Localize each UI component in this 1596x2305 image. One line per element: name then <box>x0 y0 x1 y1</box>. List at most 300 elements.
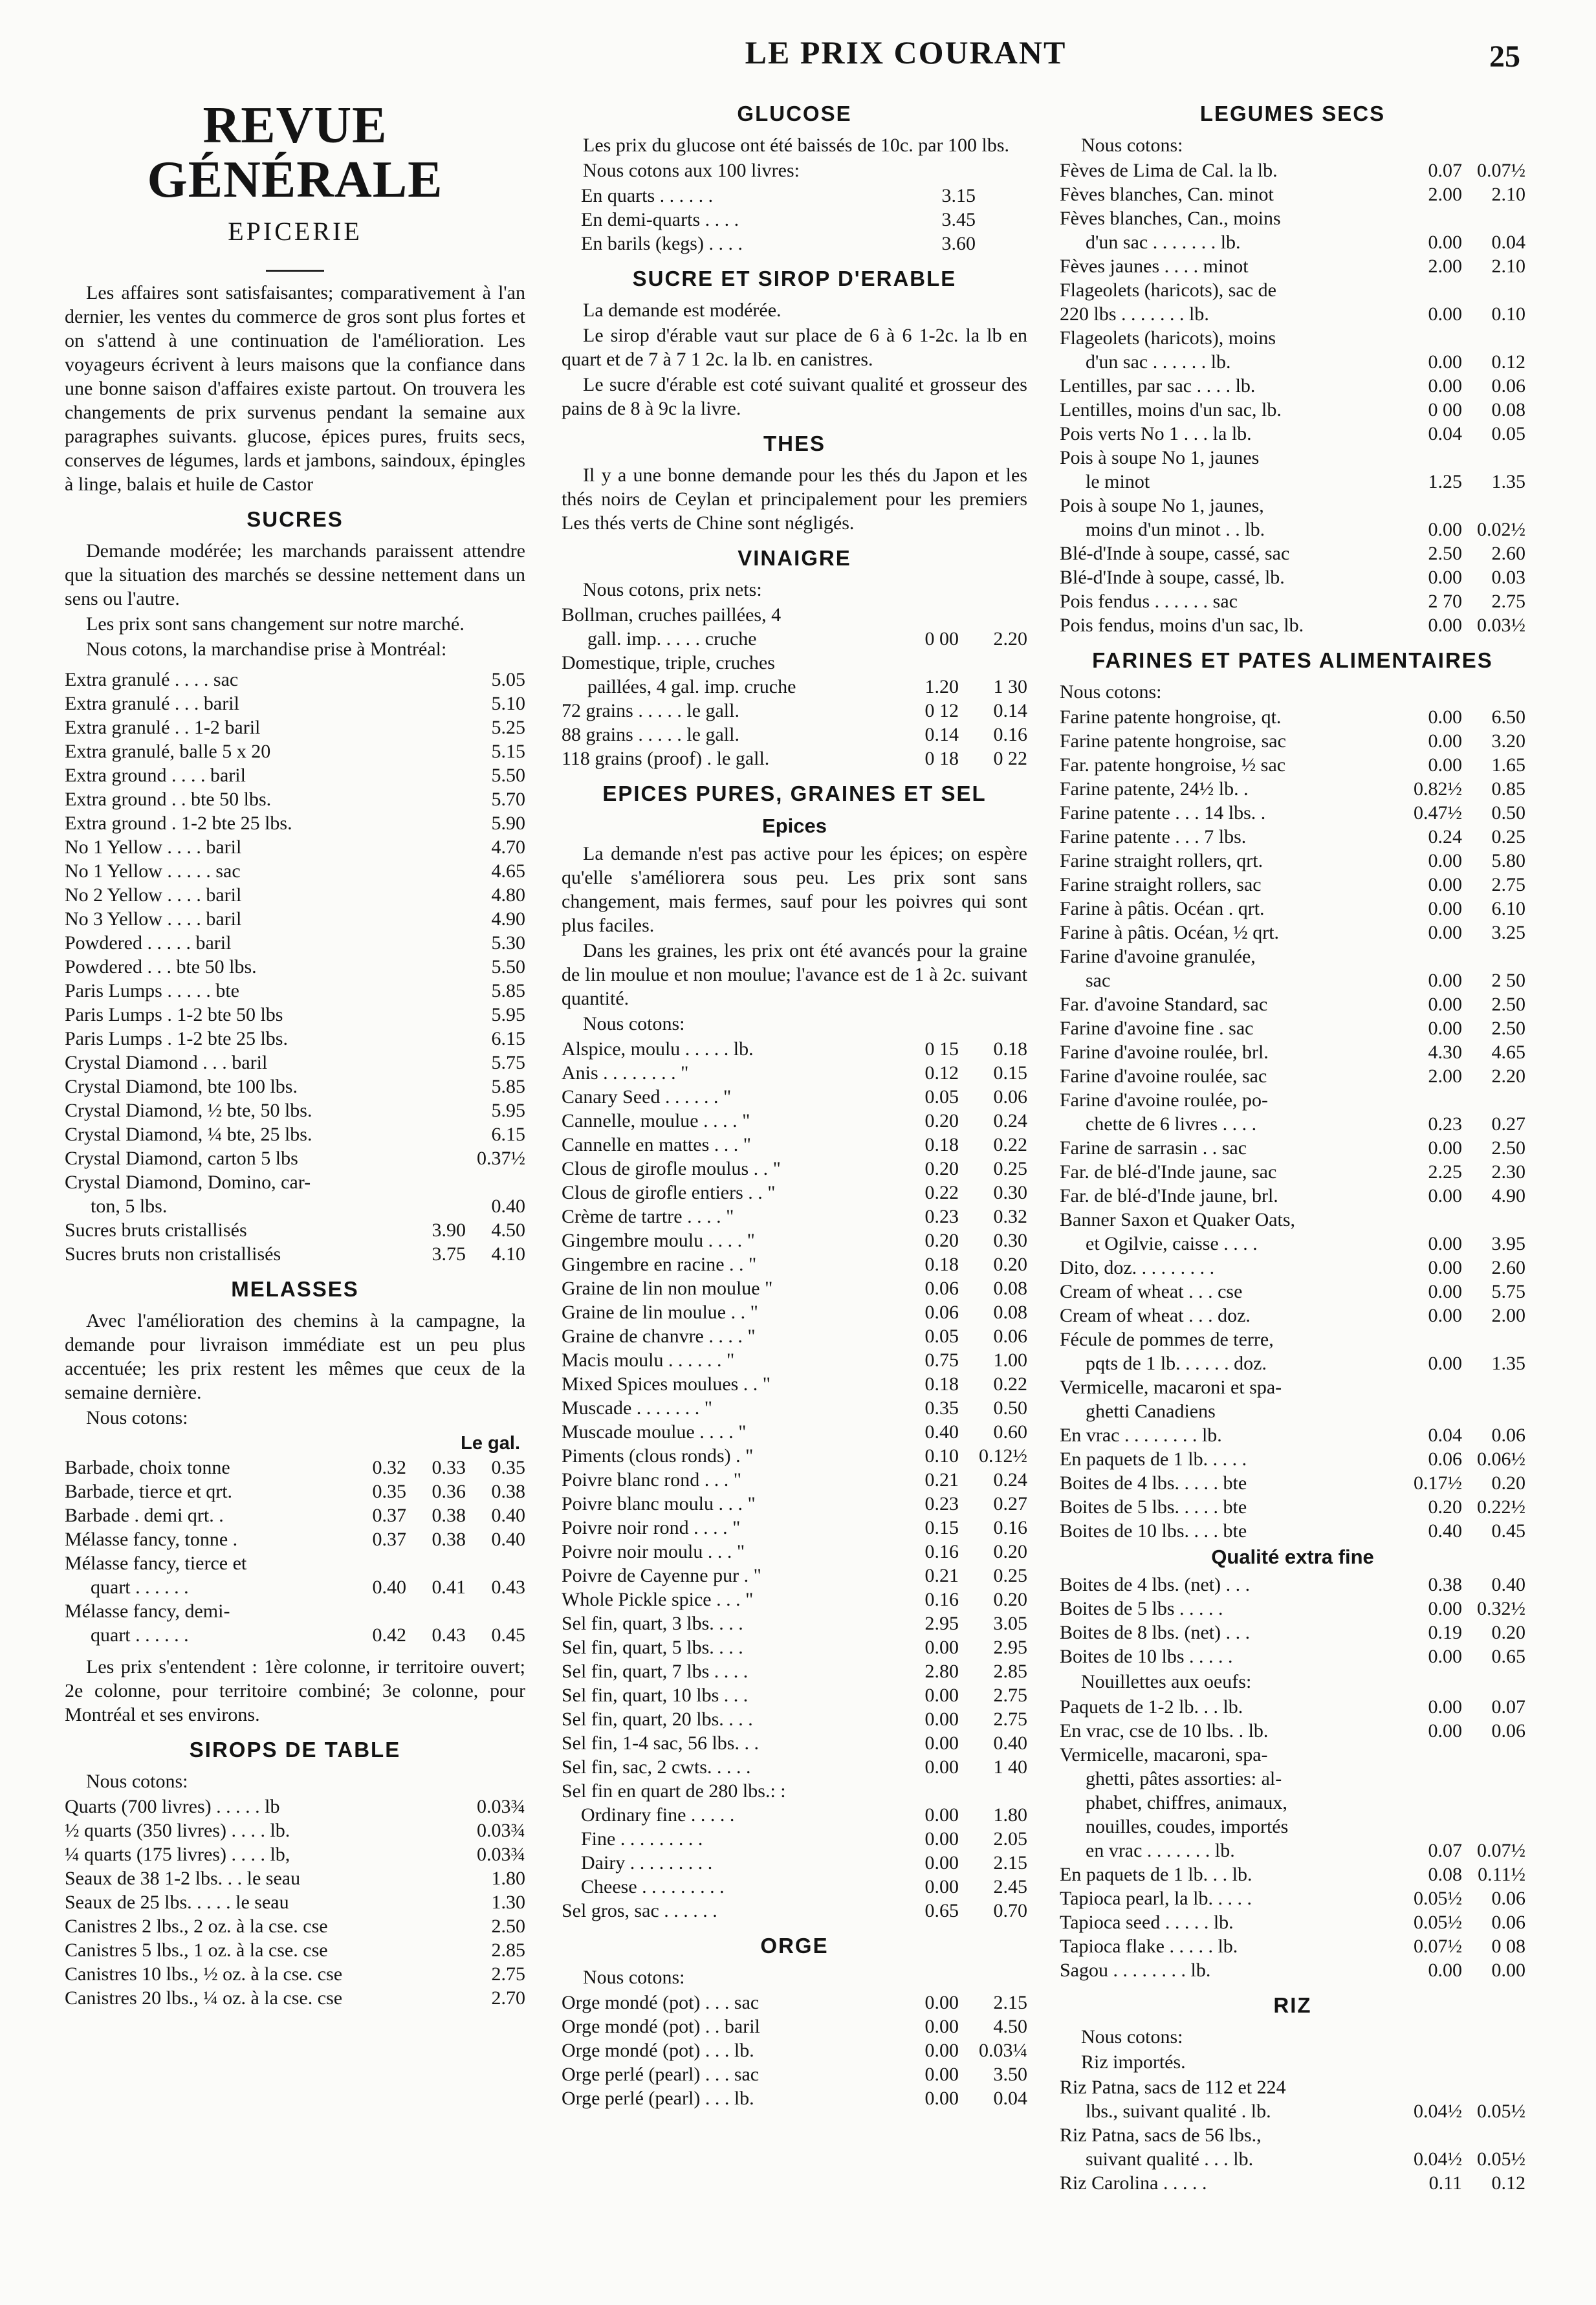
item-label: Orge perlé (pearl) . . . sac <box>562 2064 760 2085</box>
table-row <box>562 1420 1027 1444</box>
price-value: 2.20 <box>1491 1065 1525 1087</box>
price-value: 1.00 <box>993 1349 1027 1371</box>
price-table-sucres-bruts <box>65 1218 525 1266</box>
item-label: 88 grains . . . . . le gall. <box>562 724 739 745</box>
section-heading-vinaigre: VINAIGRE <box>738 546 851 570</box>
price-value: 0.00 <box>1428 706 1462 728</box>
price-table-sucres <box>65 668 525 1218</box>
table-row <box>65 1842 525 1866</box>
table-row <box>1060 1423 1525 1447</box>
price-value: 0.00 <box>1428 567 1462 588</box>
section-heading-thes: THES <box>763 432 825 455</box>
price-value: 0.70 <box>993 1900 1027 1921</box>
table-row <box>562 603 1027 627</box>
item-label: Tapioca seed . . . . . lb. <box>1060 1912 1234 1933</box>
price-value: 5.30 <box>491 932 525 954</box>
paragraph: Nous cotons: <box>583 1013 685 1034</box>
item-label: En vrac . . . . . . . . lb. <box>1060 1425 1222 1446</box>
item-label: Poivre noir moulu . . . " <box>562 1541 745 1562</box>
item-label: Sagou . . . . . . . . lb. <box>1060 1960 1211 1981</box>
table-row <box>562 1133 1027 1157</box>
item-label: Sucres bruts cristallisés <box>65 1219 247 1241</box>
table-row <box>65 1795 525 1819</box>
item-label: Lentilles, moins d'un sac, lb. <box>1060 399 1282 421</box>
paragraph: Le sirop d'érable vaut sur place de 6 à 6 1-2c. la lb en quart et de 7 à 7 1 2c. la lb. en canistres. <box>562 325 1027 370</box>
price-value: 5.10 <box>491 693 525 714</box>
table-row <box>1060 1351 1525 1375</box>
item-label: Fèves blanches, Can., moins <box>1060 208 1281 229</box>
item-label: Boites de 4 lbs. (net) . . . <box>1060 1574 1251 1595</box>
price-value: 0.40 <box>993 1732 1027 1754</box>
paragraph: Les prix sont sans changement sur notre marché. <box>86 613 465 635</box>
price-value: 0.20 <box>924 1230 959 1251</box>
price-value: 0.20 <box>1428 1496 1462 1518</box>
price-value: 0.05 <box>924 1086 959 1108</box>
price-value: 0.32 <box>993 1206 1027 1227</box>
item-label: Seaux de 25 lbs. . . . . le seau <box>65 1892 289 1913</box>
item-label: Clous de girofle entiers . . " <box>562 1182 776 1203</box>
table-row <box>1060 1695 1525 1719</box>
price-value: 0.06 <box>1491 1912 1525 1933</box>
price-value: 5.75 <box>1491 1281 1525 1302</box>
price-value: 0.11½ <box>1478 1864 1525 1885</box>
price-value: 1.35 <box>1491 471 1525 492</box>
price-value: 0 08 <box>1491 1936 1525 1957</box>
price-value: 0.16 <box>924 1541 959 1562</box>
table-row <box>1060 777 1525 801</box>
item-label: Tapioca pearl, la lb. . . . . <box>1060 1888 1252 1909</box>
price-value: 0.22 <box>993 1373 1027 1395</box>
item-label: 118 grains (proof) . le gall. <box>562 748 770 769</box>
item-label: Poivre blanc rond . . . " <box>562 1469 742 1491</box>
paragraph: Le sucre d'érable est coté suivant qualité et grosseur des pains de 8 à 9c la livre. <box>562 374 1027 419</box>
table-row <box>65 835 525 859</box>
price-value: 4.80 <box>491 884 525 906</box>
table-row <box>581 184 976 208</box>
item-label: Flageolets (haricots), moins <box>1060 327 1276 349</box>
price-value: 0.00 <box>924 2064 959 2085</box>
table-row <box>1060 2123 1525 2147</box>
price-value: 0.00 <box>1428 1233 1462 1254</box>
table-row <box>65 1075 525 1098</box>
item-label: Extra ground . . bte 50 lbs. <box>65 789 272 810</box>
item-label: Far. d'avoine Standard, sac <box>1060 994 1268 1015</box>
price-value: 3.20 <box>1491 730 1525 752</box>
price-value: 5.50 <box>491 765 525 786</box>
price-value: 0.07½ <box>1414 1936 1462 1957</box>
price-value: 0.32½ <box>1477 1598 1525 1619</box>
item-label: Fèves de Lima de Cal. la lb. <box>1060 160 1278 181</box>
price-value: 4.65 <box>491 860 525 882</box>
price-value: 0.37 <box>372 1529 406 1550</box>
item-label: Powdered . . . bte 50 lbs. <box>65 956 257 978</box>
price-value: 3.05 <box>993 1613 1027 1634</box>
price-value: 0.40 <box>372 1577 406 1598</box>
item-label: Vermicelle, macaroni et spa- <box>1060 1377 1282 1398</box>
price-table-sel <box>562 1803 1027 1899</box>
item-label: Banner Saxon et Quaker Oats, <box>1060 1209 1296 1230</box>
price-value: 0.00 <box>924 1756 959 1778</box>
item-label: Crystal Diamond, ½ bte, 50 lbs. <box>65 1100 312 1121</box>
item-label: En paquets de 1 lb. . . lb. <box>1060 1864 1252 1885</box>
price-value: 5.80 <box>1491 850 1525 871</box>
paragraph: Nous cotons aux 100 livres: <box>583 160 800 181</box>
table-row <box>65 1194 525 1218</box>
item-label: pqts de 1 lb. . . . . . doz. <box>1086 1353 1267 1374</box>
price-value: 0.20 <box>1491 1622 1525 1643</box>
item-label: Mélasse fancy, demi- <box>65 1600 230 1622</box>
paragraph: Avec l'amélioration des chemins à la campagne, la demande pour livraison immédiate est un peu plus accentuée; les prix restent les mêmes que ceux de la semaine dernière. <box>65 1310 525 1403</box>
item-label: Mélasse fancy, tierce et <box>65 1553 247 1574</box>
item-label: Boites de 8 lbs. (net) . . . <box>1060 1622 1251 1643</box>
item-label: quart . . . . . . <box>91 1624 189 1646</box>
item-label: No 3 Yellow . . . . baril <box>65 908 242 930</box>
table-row <box>562 675 1027 699</box>
price-value: 1.80 <box>491 1868 525 1889</box>
price-value: 5.95 <box>491 1004 525 1025</box>
table-row <box>65 1575 525 1599</box>
item-label: Crystal Diamond, Domino, car- <box>65 1172 311 1193</box>
price-value: 0.00 <box>1428 1257 1462 1278</box>
item-label: Far. de blé-d'Inde jaune, sac <box>1060 1161 1277 1183</box>
price-value: 5.25 <box>491 717 525 738</box>
price-value: 5.75 <box>491 1052 525 1073</box>
item-label: Farine à pâtis. Océan, ½ qrt. <box>1060 922 1280 943</box>
price-value: 0.35 <box>491 1457 525 1478</box>
table-row <box>1060 1112 1525 1136</box>
price-value: 5.90 <box>491 813 525 834</box>
price-value: 0.10 <box>924 1445 959 1467</box>
table-row <box>65 1527 525 1551</box>
price-value: 0.82½ <box>1414 778 1462 800</box>
item-label: paillées, 4 gal. imp. cruche <box>587 676 796 697</box>
table-row <box>1060 1767 1525 1791</box>
item-label: Bollman, cruches paillées, 4 <box>562 604 782 626</box>
item-label: Tapioca flake . . . . . lb. <box>1060 1936 1238 1957</box>
item-label: Farine patente hongroise, qt. <box>1060 706 1282 728</box>
table-row <box>65 1819 525 1842</box>
item-label: Riz Patna, sacs de 56 lbs., <box>1060 2125 1262 2146</box>
table-row <box>1060 1399 1525 1423</box>
price-value: 0.07 <box>1428 160 1462 181</box>
price-value: 2.75 <box>491 1963 525 1985</box>
item-label: chette de 6 livres . . . . <box>1086 1113 1257 1135</box>
paragraph: Les prix du glucose ont été baissés de 10c. par 100 lbs. <box>583 135 1010 156</box>
price-value: 0.36 <box>432 1481 466 1502</box>
paragraph: Nous cotons: <box>583 1967 685 1988</box>
item-label: Crystal Diamond . . . baril <box>65 1052 268 1073</box>
item-label: Farine patente . . . 7 lbs. <box>1060 826 1247 847</box>
price-value: 0.27 <box>1491 1113 1525 1135</box>
item-label: quart . . . . . . <box>91 1577 189 1598</box>
price-value: 0.07½ <box>1477 1840 1525 1861</box>
price-value: 2.60 <box>1491 1257 1525 1278</box>
table-row <box>1060 968 1525 992</box>
table-row <box>1060 1447 1525 1471</box>
item-label: Gingembre en racine . . " <box>562 1254 757 1275</box>
price-value: 1.30 <box>491 1892 525 1913</box>
table-row <box>65 811 525 835</box>
price-value: 3.45 <box>941 209 976 230</box>
price-value: 4.65 <box>1491 1042 1525 1063</box>
table-row <box>562 1157 1027 1181</box>
intro-paragraph: Les affaires sont satisfaisantes; comparativement à l'an dernier, les ventes du commerce de gros sont plus fortes et on s'attend à une continuation de l'amélioration. Les voyageurs écrivent à leurs maisons que la confiance dans une bonne saison d'affaires existe partout. On trouvera les changements de prix survenus pendant la semaine aux paragraphes suivants. glucose, épices pures, fruits secs, conserves de légumes, lards et jambons, saindoux, épingles à linge, balais et huile de Castor <box>65 282 525 495</box>
item-label: Poivre noir rond . . . . " <box>562 1517 741 1538</box>
price-value: 0.85 <box>1491 778 1525 800</box>
item-label: Far. de blé-d'Inde jaune, brl. <box>1060 1185 1278 1207</box>
item-label: Mixed Spices moulues . . " <box>562 1373 771 1395</box>
price-value: 0.12½ <box>979 1445 1027 1467</box>
price-value: 0.25 <box>1491 826 1525 847</box>
price-value: 1 40 <box>993 1756 1027 1778</box>
table-row <box>1060 729 1525 753</box>
middle-column <box>562 91 1027 2110</box>
price-value: 0.06½ <box>1477 1448 1525 1470</box>
table-row <box>1060 705 1525 729</box>
section-heading-epices: EPICES PURES, GRAINES ET SEL <box>602 781 987 805</box>
item-label: Sel fin, sac, 2 cwts. . . . . <box>562 1756 751 1778</box>
table-row <box>65 1051 525 1075</box>
table-row <box>562 1611 1027 1635</box>
table-row <box>562 1229 1027 1252</box>
table-row <box>1060 1208 1525 1232</box>
price-value: 2.00 <box>1428 184 1462 205</box>
item-label: Fèves blanches, Can. minot <box>1060 184 1274 205</box>
item-label: Farine straight rollers, qrt. <box>1060 850 1263 871</box>
price-value: 0.00 <box>1428 874 1462 895</box>
paragraph: Riz importés. <box>1081 2051 1186 2073</box>
item-label: le minot <box>1086 471 1150 492</box>
item-label: Sel fin, 1-4 sac, 56 lbs. . . <box>562 1732 759 1754</box>
table-row <box>581 232 976 256</box>
item-label: Farine de sarrasin . . sac <box>1060 1137 1247 1159</box>
table-row <box>562 1348 1027 1372</box>
table-row <box>562 1899 1027 1923</box>
price-value: 0.43 <box>491 1577 525 1598</box>
table-row <box>1060 1573 1525 1597</box>
price-value: 0.00 <box>1428 898 1462 919</box>
section-heading-sucres: SUCRES <box>246 507 344 531</box>
paragraph: Dans les graines, les prix ont été avancés pour la graine de lin moulue et non moulue; l'avance est de 1 à 2c. suivant quantité. <box>562 940 1027 1009</box>
price-value: 1.35 <box>1491 1353 1525 1374</box>
price-value: 0.20 <box>993 1589 1027 1610</box>
table-row <box>562 1396 1027 1420</box>
item-label: Extra granulé . . . baril <box>65 693 239 714</box>
table-row <box>1060 1863 1525 1886</box>
item-label: Powdered . . . . . baril <box>65 932 232 954</box>
item-label: suivant qualité . . . lb. <box>1086 2148 1254 2170</box>
table-row <box>1060 1495 1525 1519</box>
table-row <box>65 931 525 955</box>
price-value: 0.04½ <box>1414 2101 1462 2122</box>
table-row <box>1060 1160 1525 1184</box>
item-label: Poivre de Cayenne pur . " <box>562 1565 761 1586</box>
section-heading-farines: FARINES ET PATES ALIMENTAIRES <box>1092 648 1493 672</box>
item-label: Gingembre moulu . . . . " <box>562 1230 755 1251</box>
price-value: 0.00 <box>1428 519 1462 540</box>
price-value: 1 30 <box>993 676 1027 697</box>
price-value: 0.21 <box>924 1565 959 1586</box>
price-value: 0.00 <box>1428 1281 1462 1302</box>
price-value: 2.75 <box>1491 874 1525 895</box>
price-value: 0.30 <box>993 1182 1027 1203</box>
price-value: 0.22 <box>924 1182 959 1203</box>
table-row <box>1060 158 1525 182</box>
price-table-sirops <box>65 1795 525 2010</box>
table-row <box>1060 518 1525 541</box>
item-label: Flageolets (haricots), sac de <box>1060 279 1276 301</box>
table-row <box>562 2062 1027 2086</box>
price-value: 0 00 <box>924 628 959 650</box>
table-row <box>1060 182 1525 206</box>
item-label: Crystal Diamond, carton 5 lbs <box>65 1148 298 1169</box>
price-value: 0.10 <box>1491 303 1525 325</box>
price-value: 0.18 <box>924 1254 959 1275</box>
table-row <box>1060 254 1525 278</box>
price-value: 2.25 <box>1428 1161 1462 1183</box>
price-value: 0.17½ <box>1414 1472 1462 1494</box>
item-label: Ordinary fine . . . . . <box>581 1804 735 1826</box>
item-label: Muscade . . . . . . . " <box>562 1397 713 1419</box>
table-row <box>562 1252 1027 1276</box>
price-value: 0.35 <box>924 1397 959 1419</box>
price-value: 1.80 <box>993 1804 1027 1826</box>
price-value: 0.16 <box>924 1589 959 1610</box>
price-value: 0.00 <box>1428 1960 1462 1981</box>
price-value: 0.06 <box>993 1086 1027 1108</box>
price-value: 0.24 <box>1428 826 1462 847</box>
table-row <box>1060 1327 1525 1351</box>
item-label: Boites de 10 lbs . . . . . <box>1060 1646 1233 1667</box>
price-value: 6.15 <box>491 1124 525 1145</box>
price-value: 0.07½ <box>1477 160 1525 181</box>
item-label: Fécule de pommes de terre, <box>1060 1329 1274 1350</box>
table-row <box>1060 1375 1525 1399</box>
price-value: 0.00 <box>924 1804 959 1826</box>
item-label: Canary Seed . . . . . . " <box>562 1086 732 1108</box>
price-value: 0.00 <box>1428 754 1462 776</box>
table-row <box>65 1122 525 1146</box>
price-value: 0.02½ <box>1477 519 1525 540</box>
price-value: 0.00 <box>1428 970 1462 991</box>
item-label: Canistres 2 lbs., 2 oz. à la cse. cse <box>65 1916 328 1937</box>
price-value: 0.00 <box>1428 1696 1462 1718</box>
item-label: Farine d'avoine roulée, brl. <box>1060 1042 1269 1063</box>
item-label: Sel fin, quart, 7 lbs . . . . <box>562 1661 749 1682</box>
table-row <box>1060 1839 1525 1863</box>
item-label: No 2 Yellow . . . . baril <box>65 884 242 906</box>
item-label: Blé-d'Inde à soupe, cassé, lb. <box>1060 567 1285 588</box>
price-value: 0.18 <box>924 1373 959 1395</box>
table-row <box>1060 326 1525 350</box>
table-row <box>1060 1471 1525 1495</box>
table-row <box>1060 278 1525 302</box>
price-value: 2.15 <box>993 1992 1027 2013</box>
price-table-epices <box>562 1037 1027 1779</box>
item-label: Barbade . demi qrt. . <box>65 1505 224 1526</box>
table-row <box>562 1564 1027 1588</box>
table-row <box>1060 1184 1525 1208</box>
price-value: 0.16 <box>993 724 1027 745</box>
table-row <box>562 1991 1027 2015</box>
table-row <box>1060 541 1525 565</box>
price-value: 0.20 <box>1491 1472 1525 1494</box>
price-value: 0.00 <box>1428 1353 1462 1374</box>
paragraph: Demande modérée; les marchands paraissent attendre que la situation des marchés se dessine nettement dans un sens ou l'autre. <box>65 540 525 609</box>
left-column <box>65 91 525 2010</box>
item-label: Graine de lin moulue . . " <box>562 1302 758 1323</box>
item-label: Boites de 5 lbs. . . . . bte <box>1060 1496 1247 1518</box>
table-row <box>562 1755 1027 1779</box>
price-value: 0.05½ <box>1414 1912 1462 1933</box>
price-value: 6.10 <box>1491 898 1525 919</box>
item-label: Barbade, tierce et qrt. <box>65 1481 233 1502</box>
price-value: 0.00 <box>1428 922 1462 943</box>
item-label: Dairy . . . . . . . . . <box>581 1852 713 1873</box>
item-label: Muscade moulue . . . . " <box>562 1421 747 1443</box>
item-label: En quarts . . . . . . <box>581 185 714 206</box>
table-row <box>562 1635 1027 1659</box>
item-label: Boites de 4 lbs. . . . . bte <box>1060 1472 1247 1494</box>
table-row <box>1060 921 1525 945</box>
price-value: 0.00 <box>924 1709 959 1730</box>
price-value: 0.06 <box>1491 375 1525 397</box>
item-label: Graine de lin non moulue " <box>562 1278 773 1299</box>
table-row <box>562 1444 1027 1468</box>
price-value: 0.22½ <box>1477 1496 1525 1518</box>
price-value: 0.40 <box>491 1505 525 1526</box>
price-value: 0.20 <box>993 1254 1027 1275</box>
table-row <box>581 208 976 232</box>
table-row <box>562 1061 1027 1085</box>
table-row <box>1060 350 1525 374</box>
item-label: Paquets de 1-2 lb. . . lb. <box>1060 1696 1243 1718</box>
section-heading-sirops: SIROPS DE TABLE <box>189 1738 401 1762</box>
price-value: 0.00 <box>1428 730 1462 752</box>
table-row <box>1060 992 1525 1016</box>
item-label: Clous de girofle moulus . . " <box>562 1158 781 1179</box>
table-row <box>562 1109 1027 1133</box>
table-row <box>65 1456 525 1480</box>
price-value: 0.08 <box>993 1278 1027 1299</box>
price-value: 2.45 <box>993 1876 1027 1897</box>
table-row <box>1060 2147 1525 2171</box>
table-row <box>562 1276 1027 1300</box>
table-row <box>65 859 525 883</box>
price-value: 0.33 <box>432 1457 466 1478</box>
price-value: 0.00 <box>924 1876 959 1897</box>
price-value: 0.25 <box>993 1158 1027 1179</box>
item-label: Farine à pâtis. Océan . qrt. <box>1060 898 1265 919</box>
table-row <box>1060 753 1525 777</box>
price-value: 0.37 <box>372 1505 406 1526</box>
price-value: 0.00 <box>1428 1137 1462 1159</box>
item-label: Pois verts No 1 . . . la lb. <box>1060 423 1252 444</box>
item-label: ton, 5 lbs. <box>91 1196 168 1217</box>
paragraph: Nous cotons: <box>1081 2026 1183 2048</box>
table-row <box>1060 494 1525 518</box>
table-row <box>1060 801 1525 825</box>
table-row <box>65 1890 525 1914</box>
table-row <box>581 1875 1027 1899</box>
item-label: Crème de tartre . . . . " <box>562 1206 734 1227</box>
item-label: En demi-quarts . . . . <box>581 209 739 230</box>
item-label: Sel fin, quart, 10 lbs . . . <box>562 1685 749 1706</box>
item-label: Macis moulu . . . . . . " <box>562 1349 735 1371</box>
price-value: 0.00 <box>1428 351 1462 373</box>
price-value: 0.65 <box>1491 1646 1525 1667</box>
item-label: No 1 Yellow . . . . baril <box>65 836 242 858</box>
